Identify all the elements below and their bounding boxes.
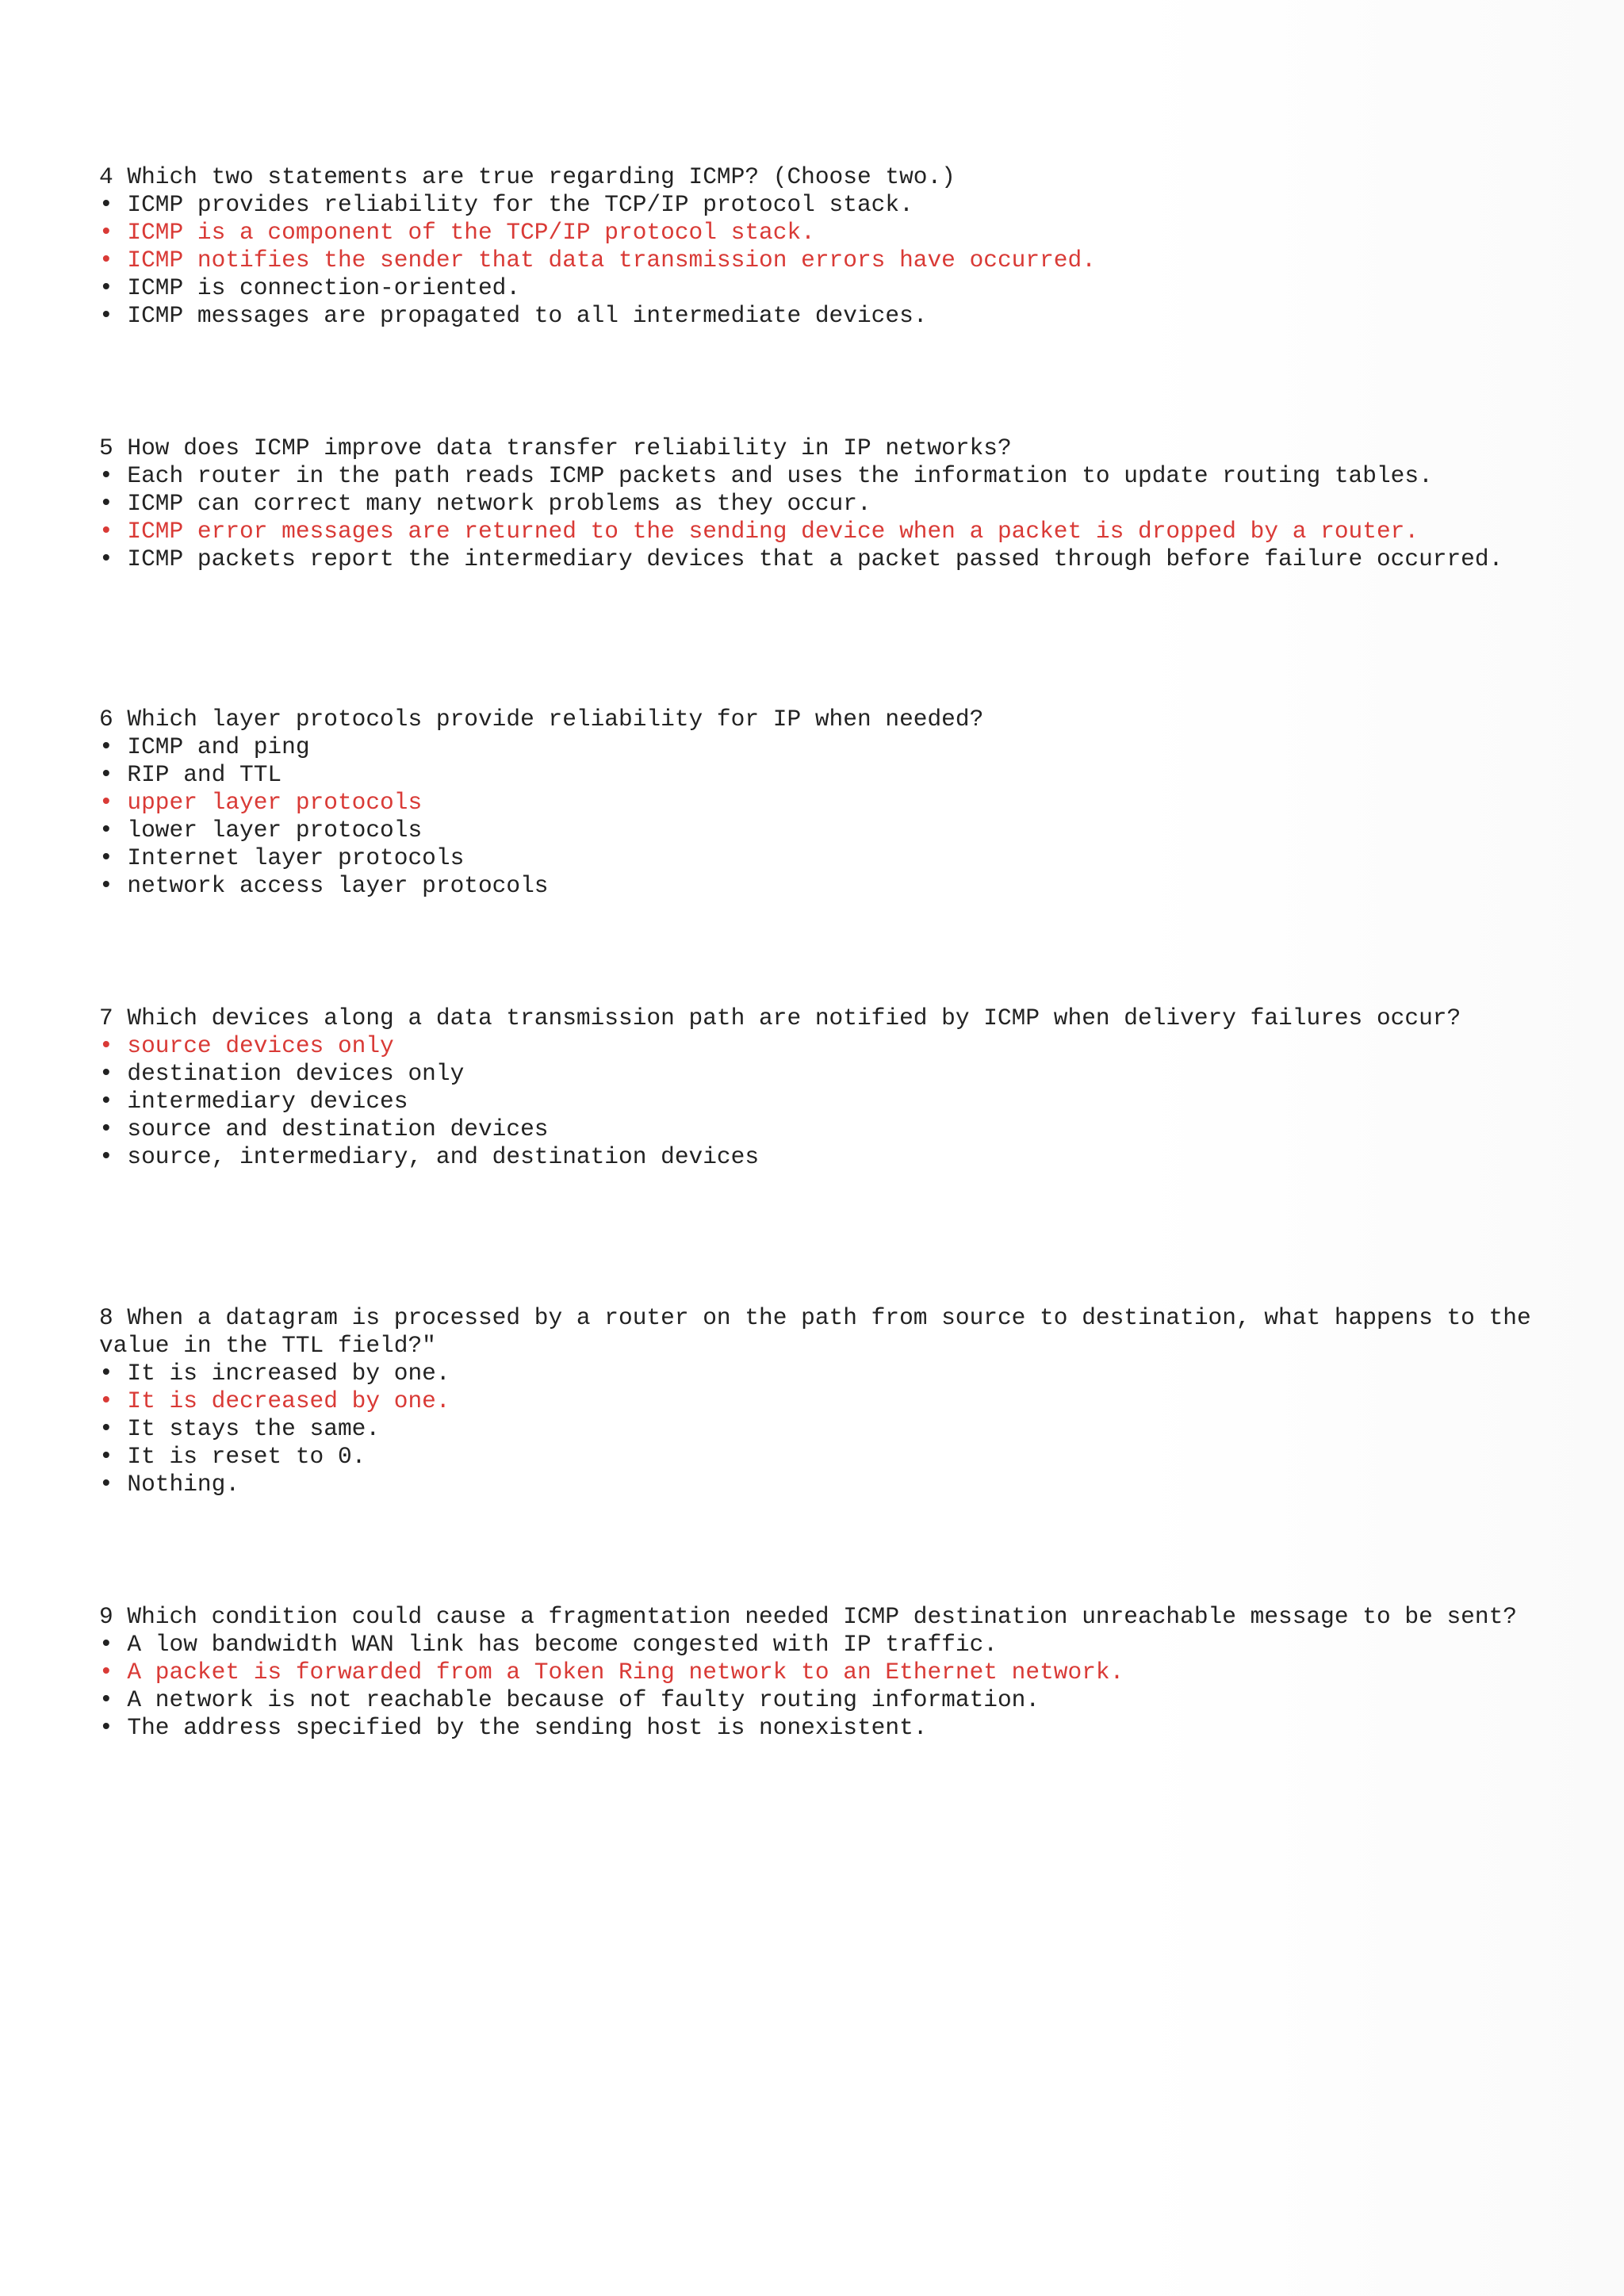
- question-block-8: [99, 1304, 1545, 1498]
- answer-option: • RIP and TTL: [99, 761, 282, 788]
- answer-option: • Internet layer protocols: [99, 844, 465, 871]
- answer-option: • source, intermediary, and destination devices: [99, 1143, 760, 1170]
- question-text: 9 Which condition could cause a fragmentation needed ICMP destination unreachable message to be sent?: [99, 1603, 1517, 1630]
- answer-option: • Nothing.: [99, 1471, 240, 1498]
- question-block-7: [99, 1004, 1542, 1171]
- answer-option: • intermediary devices: [99, 1088, 408, 1115]
- answer-option-correct: • ICMP error messages are returned to the sending device when a packet is dropped by a router.: [99, 518, 1419, 545]
- question-block-5: [99, 434, 1542, 573]
- answer-option: • Each router in the path reads ICMP packets and uses the information to update routing tables.: [99, 462, 1433, 489]
- answer-option: • A low bandwidth WAN link has become congested with IP traffic.: [99, 1631, 998, 1658]
- answer-option: • ICMP and ping: [99, 733, 310, 760]
- question-block-6: [99, 706, 1542, 900]
- answer-option: • It is reset to 0.: [99, 1443, 366, 1470]
- answer-option-correct: • source devices only: [99, 1032, 394, 1059]
- question-text: 6 Which layer protocols provide reliability for IP when needed?: [99, 706, 984, 733]
- answer-option: • ICMP is connection-oriented.: [99, 274, 521, 301]
- answer-option: • network access layer protocols: [99, 872, 549, 899]
- question-block-9: [99, 1603, 1542, 1742]
- question-text: 5 How does ICMP improve data transfer reliability in IP networks?: [99, 434, 1012, 461]
- question-text: 7 Which devices along a data transmission path are notified by ICMP when delivery failures occur?: [99, 1004, 1461, 1031]
- answer-option: • destination devices only: [99, 1060, 465, 1087]
- answer-option: • source and destination devices: [99, 1115, 549, 1142]
- answer-option: • It is increased by one.: [99, 1360, 450, 1387]
- answer-option: • ICMP can correct many network problems as they occur.: [99, 490, 871, 517]
- answer-option: • ICMP messages are propagated to all intermediate devices.: [99, 302, 928, 329]
- answer-option-correct: • A packet is forwarded from a Token Ring network to an Ethernet network.: [99, 1659, 1124, 1686]
- answer-option: • ICMP packets report the intermediary devices that a packet passed through before failure occurred.: [99, 545, 1503, 572]
- answer-option-correct: • ICMP notifies the sender that data transmission errors have occurred.: [99, 247, 1096, 274]
- question-text: 8 When a datagram is processed by a router on the path from source to destination, what happens to the value in the TTL field?": [99, 1304, 1545, 1359]
- answer-option: • A network is not reachable because of faulty routing information.: [99, 1686, 1040, 1713]
- answer-option: • The address specified by the sending host is nonexistent.: [99, 1714, 928, 1741]
- answer-option-correct: • ICMP is a component of the TCP/IP protocol stack.: [99, 219, 815, 246]
- answer-option: • ICMP provides reliability for the TCP/IP protocol stack.: [99, 191, 914, 218]
- question-block-4: [99, 163, 1542, 330]
- answer-option-correct: • upper layer protocols: [99, 789, 423, 816]
- question-text: 4 Which two statements are true regarding ICMP? (Choose two.): [99, 163, 956, 190]
- answer-option: • It stays the same.: [99, 1415, 381, 1442]
- answer-option-correct: • It is decreased by one.: [99, 1387, 450, 1414]
- answer-option: • lower layer protocols: [99, 817, 423, 844]
